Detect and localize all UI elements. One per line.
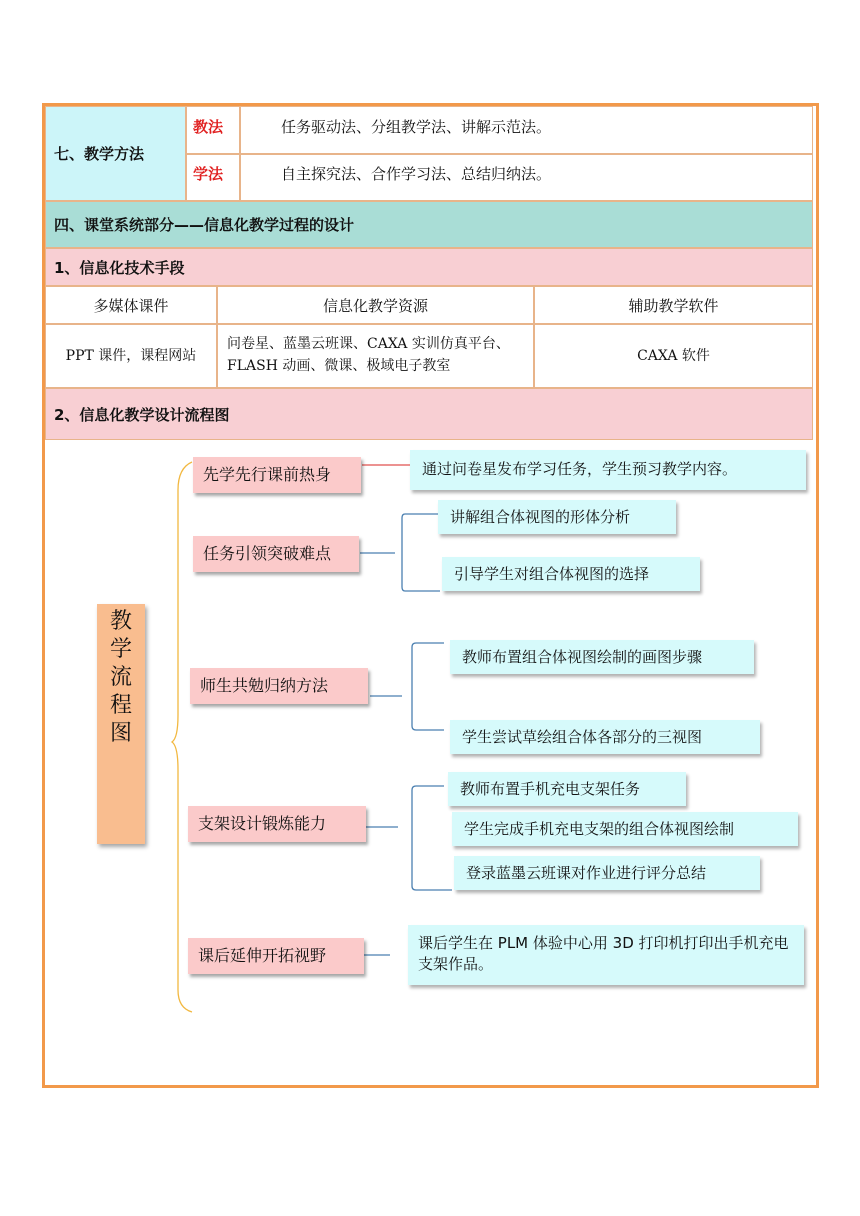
section4-title: 四、课堂系统部分——信息化教学过程的设计 <box>54 216 355 234</box>
stage-5-label: 课后延伸开拓视野 <box>188 938 364 974</box>
stage-3-label: 师生共勉归纳方法 <box>190 668 368 704</box>
method-text-teach: 任务驱动法、分组教学法、讲解示范法。 <box>281 118 552 136</box>
method-text-learn: 自主探究法、合作学习法、总结归纳法。 <box>281 165 552 183</box>
stage-2-label: 任务引领突破难点 <box>193 536 359 572</box>
stage-4-label: 支架设计锻炼能力 <box>188 806 366 842</box>
stage-4-item-3: 登录蓝墨云班课对作业进行评分总结 <box>454 856 760 890</box>
stage-4-item-1: 教师布置手机充电支架任务 <box>448 772 686 806</box>
stage-3-item-1: 教师布置组合体视图绘制的画图步骤 <box>450 640 754 674</box>
flow-title: 2、信息化教学设计流程图 <box>54 406 230 424</box>
tech-title: 1、信息化技术手段 <box>54 259 185 277</box>
stage-1-label: 先学先行课前热身 <box>193 457 361 493</box>
flowchart-center-label: 教学流程图 <box>109 609 132 746</box>
stage-4-item-2: 学生完成手机充电支架的组合体视图绘制 <box>452 812 798 846</box>
method-label-teach: 教法 <box>193 118 224 136</box>
methods-title: 七、教学方法 <box>54 145 145 163</box>
tech-col-label-3: 辅助教学软件 <box>628 297 719 315</box>
tech-col-label-2: 信息化教学资源 <box>322 297 428 315</box>
stage-2-item-2: 引导学生对组合体视图的选择 <box>442 557 700 591</box>
stage-2-item-1: 讲解组合体视图的形体分析 <box>438 500 676 534</box>
flowchart-center-box <box>97 604 145 844</box>
tech-col-label-1: 多媒体课件 <box>93 297 169 315</box>
stage-3-item-2: 学生尝试草绘组合体各部分的三视图 <box>450 720 760 754</box>
stage-5-item-1: 课后学生在 PLM 体验中心用 3D 打印机打印出手机充电支架作品。 <box>408 925 804 985</box>
tech-value-3: CAXA 软件 <box>637 348 710 364</box>
method-label-learn: 学法 <box>193 165 224 183</box>
stage-1-item-1: 通过问卷星发布学习任务，学生预习教学内容。 <box>410 450 806 490</box>
tech-value-2: 问卷星、蓝墨云班课、CAXA 实训仿真平台、FLASH 动画、微课、极域电子教室 <box>227 336 510 374</box>
tech-value-1: PPT 课件，课程网站 <box>65 348 197 364</box>
